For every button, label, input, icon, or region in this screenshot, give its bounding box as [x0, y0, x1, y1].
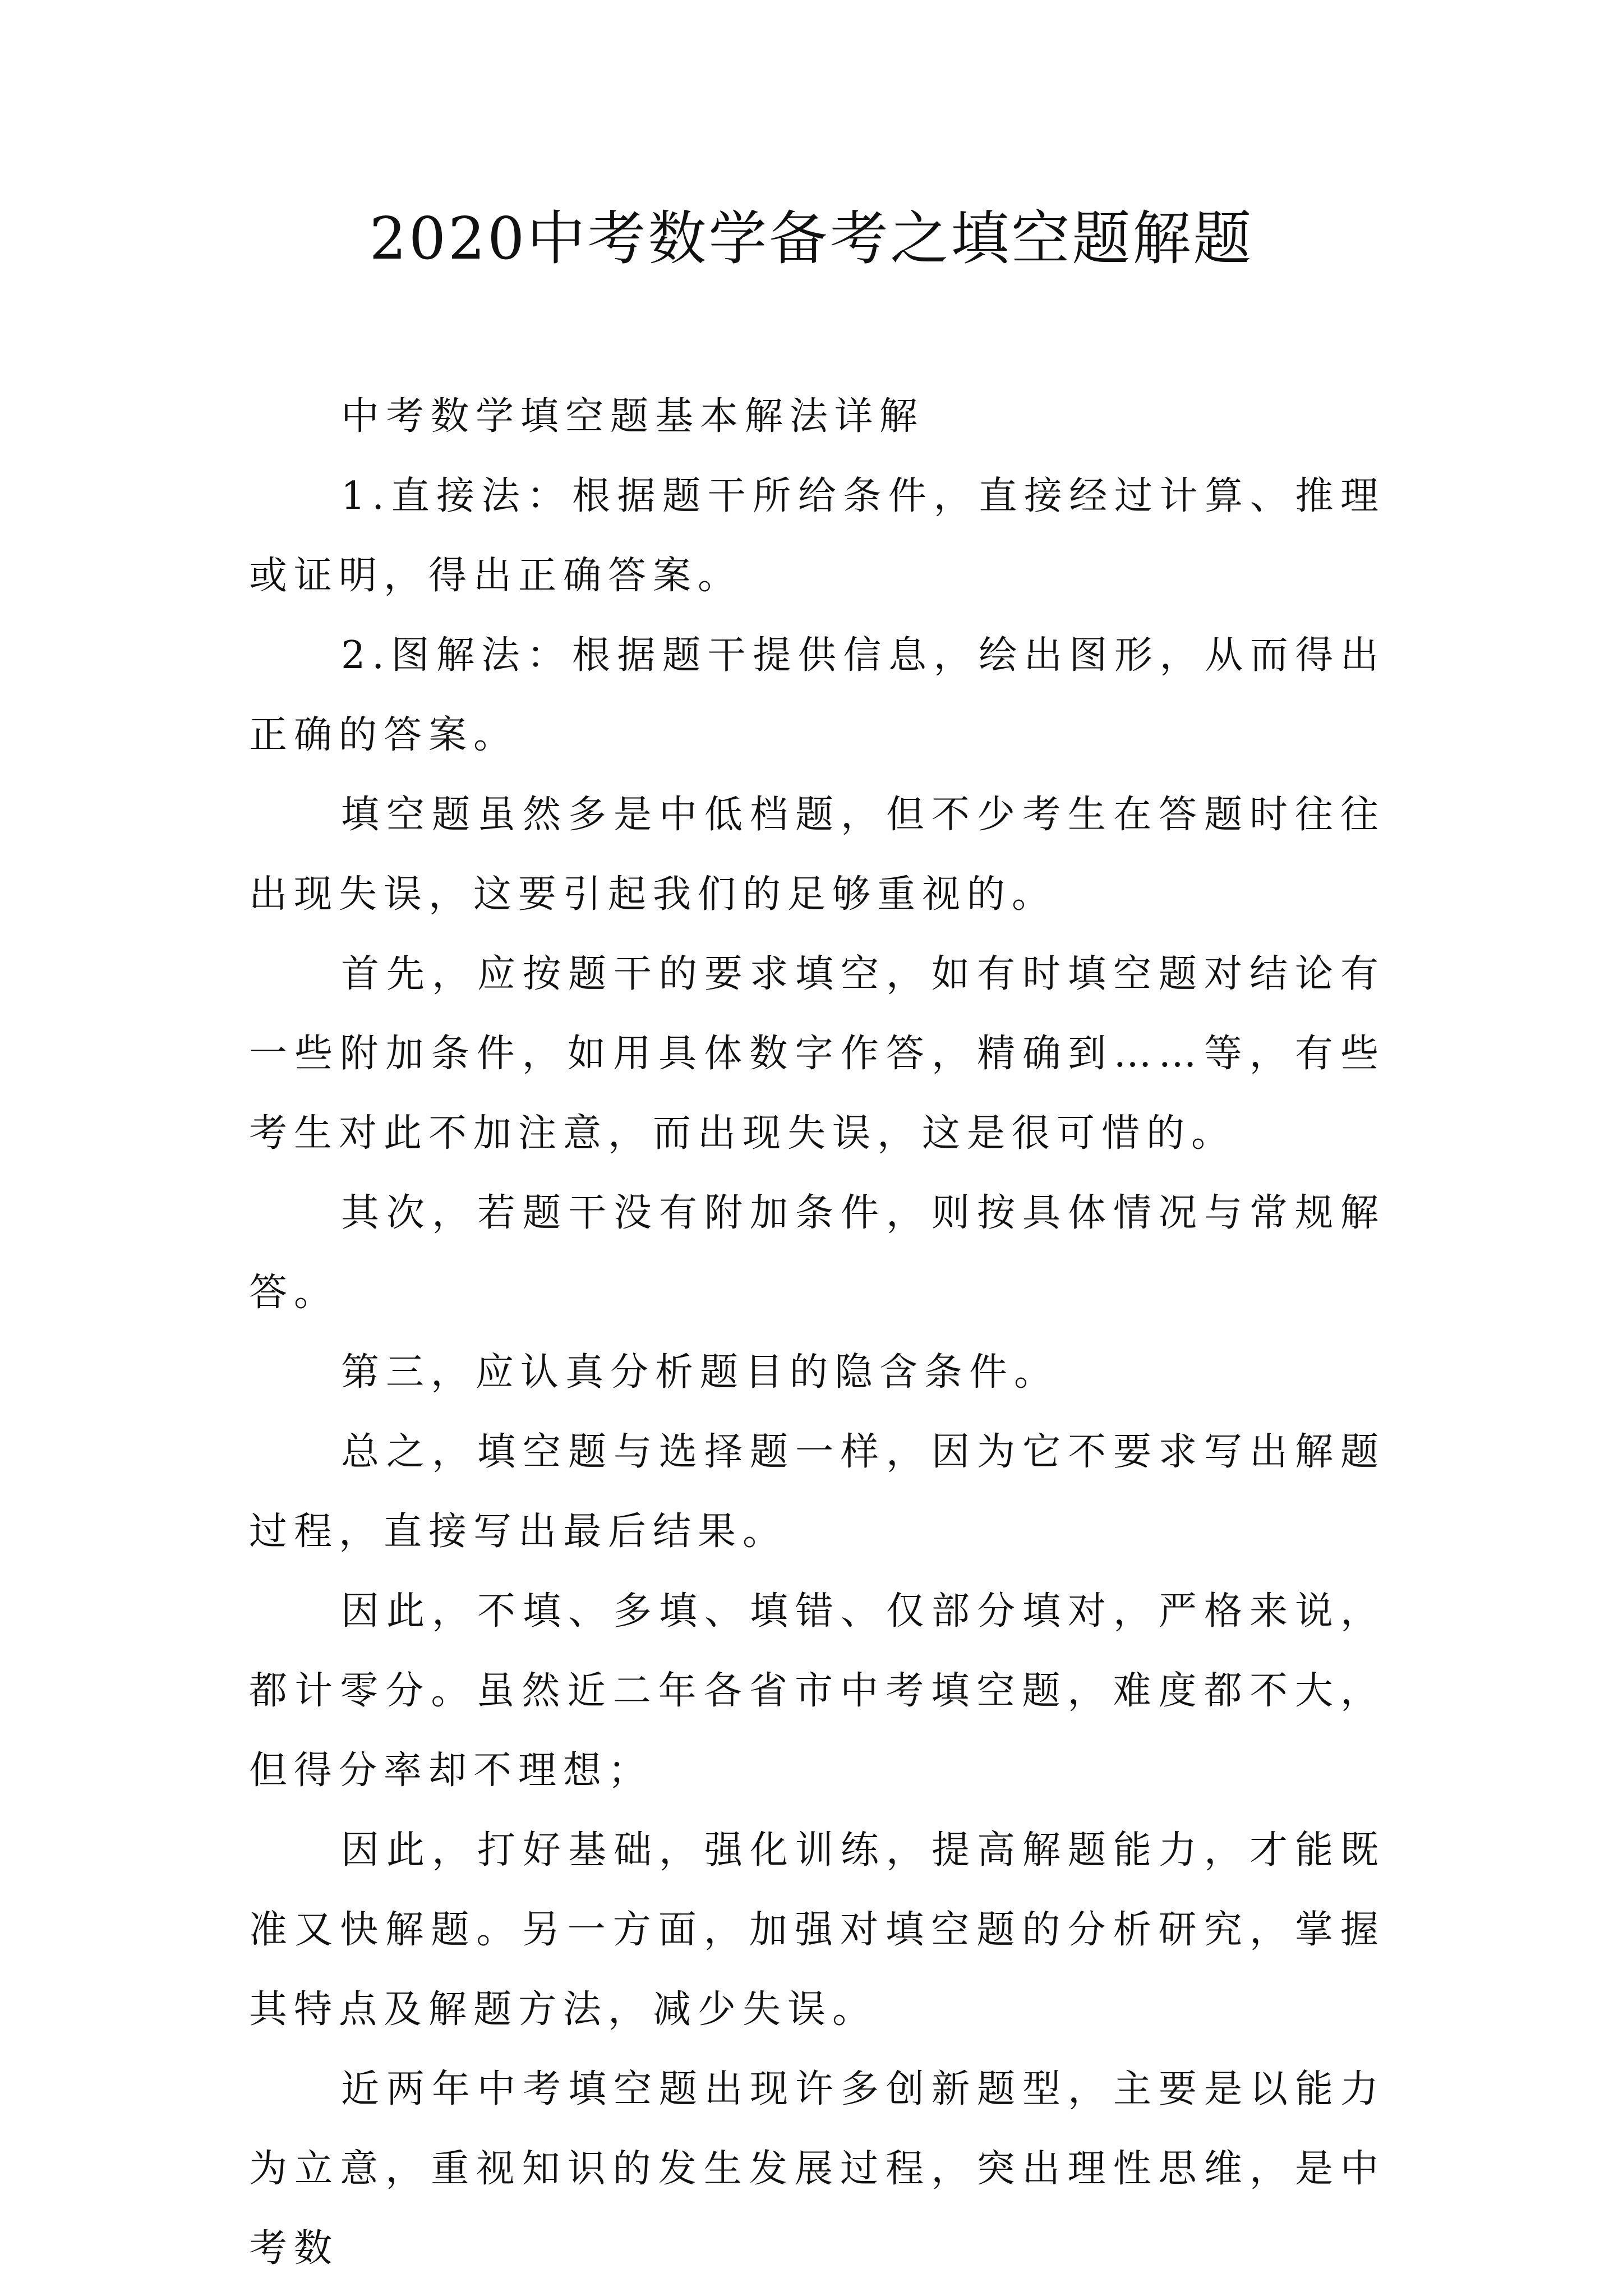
- paragraph-graphic-method: 2.图解法：根据题干提供信息，绘出图形，从而得出正确的答案。: [249, 633, 1385, 757]
- paragraph-new-types: 近两年中考填空题出现许多创新题型，主要是以能力为立意，重视知识的发生发展过程，突出理性思维，是中考数: [249, 2067, 1385, 2271]
- paragraph-mistakes: 填空题虽然多是中低档题，但不少考生在答题时往往出现失误，这要引起我们的足够重视的。: [249, 793, 1385, 917]
- paragraph-scoring: 因此，不填、多填、填错、仅部分填对，严格来说，都计零分。虽然近二年各省市中考填空题，难度都不大，但得分率却不理想；: [249, 1589, 1385, 1793]
- document-body: [249, 377, 1385, 2289]
- paragraph-third: 第三，应认真分析题目的隐含条件。: [341, 1350, 1059, 1395]
- paragraph-summary: 总之，填空题与选择题一样，因为它不要求写出解题过程，直接写出最后结果。: [249, 1430, 1385, 1554]
- paragraph-heading: 中考数学填空题基本解法详解: [341, 394, 925, 439]
- document-title: 2020中考数学备考之填空题解题: [369, 204, 1254, 273]
- paragraph-first: 首先，应按题干的要求填空，如有时填空题对结论有一些附加条件，如用具体数字作答，精确到……等，有些考生对此不加注意，而出现失误，这是很可惜的。: [249, 952, 1385, 1156]
- paragraph-training: 因此，打好基础，强化训练，提高解题能力，才能既准又快解题。另一方面，加强对填空题的分析研究，掌握其特点及解题方法，减少失误。: [249, 1828, 1385, 2032]
- paragraph-direct-method: 1.直接法：根据题干所给条件，直接经过计算、推理或证明，得出正确答案。: [249, 474, 1385, 598]
- paragraph-second: 其次，若题干没有附加条件，则按具体情况与常规解答。: [249, 1191, 1385, 1315]
